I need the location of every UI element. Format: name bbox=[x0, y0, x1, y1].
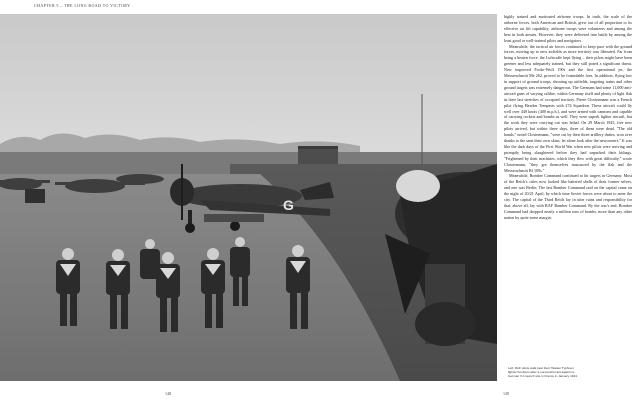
photo-caption: Left: RAF pilots walk past their Hawker Typhoon fighter-bombers after a successful raid against a German V-1 launch site in France in January 1944. bbox=[508, 366, 578, 378]
body-paragraph: highly trained and motivated airborne troops. In truth, the scale of the airborne forces, both American and British, grew out of all proportion to its effective air lift capability; airborne troops were volunteers and among the best in both armies. However, they were delivered into battle by among the least good or well-trained pilots and navigators. bbox=[504, 14, 632, 43]
page-number-left: 148 bbox=[165, 391, 171, 396]
airfield-photo bbox=[0, 14, 497, 381]
aircraft-code-letter: G bbox=[283, 197, 294, 213]
photo-airfield-pilots bbox=[0, 14, 497, 381]
body-text-column bbox=[504, 14, 632, 221]
running-head: CHAPTER 5 – THE LONG ROAD TO VICTORY bbox=[34, 3, 131, 8]
page-number-right: 149 bbox=[503, 391, 509, 396]
body-paragraph: Meanwhile, Bomber Command continued to hit targets in Germany. Most of the Reich's cities now looked like battered shells of their former selves, and one was Berlin. The last Bomber Command raid on the capital came on the night of 20/21 April, by which time Soviet forces were about to enter the city. The capital of the Third Reich lay in utter ruins and responsibility for that, above all, lay with RAF Bomber Command. By the war's end, Bomber Command had dropped nearly a million tons of bombs, more than any other nation by quite some margin. bbox=[504, 173, 632, 220]
body-paragraph: Meanwhile, the tactical air forces continued to keep pace with the ground forces, moving up to new airfields as more territory was liberated. Far from being a beaten force, the Luftwaffe kept flying – their pilots might have been greener and less adequately trained, but they still posed a significant threat. New improved Focke-Wulf 190s and the first operational jet, the Messerschmitt Me 262, proved to be formidable foes. In addition, flying low in support of ground troops, shooting up airfields, targeting trains and other ground targets was extremely dangerous. The Germans had some 11,000 anti-aircraft guns of varying calibre, within Germany itself and plenty of light flak in their last stretches of occupied territory. Pierre Clostermann was a French pilot flying Hawker Tempests with 274 Squadron. These aircraft could fly well over 440 knots (400 m.p.h.), and were armed with cannons and capable of carrying rockets and bombs as well. They were superb fighter aircraft, but the work they were carrying out was lethal. On 29 March 1945, five new pilots arrived, but within three days, three of them were dead. "The old hands," noted Clostermann, "were cut by their three artillery duties, won over thanks to the sane their own skins, let alone look after the newcomers." It was like the dark days of the First World War when new pilots were arriving and promptly being slaughtered before they had unpacked their kitbags. "Frightened by their machines, which they flew with great difficulty," wrote Clostermann, "they got themselves massacred by the flak and the Messerschmitt Bf 109s." bbox=[504, 43, 632, 173]
